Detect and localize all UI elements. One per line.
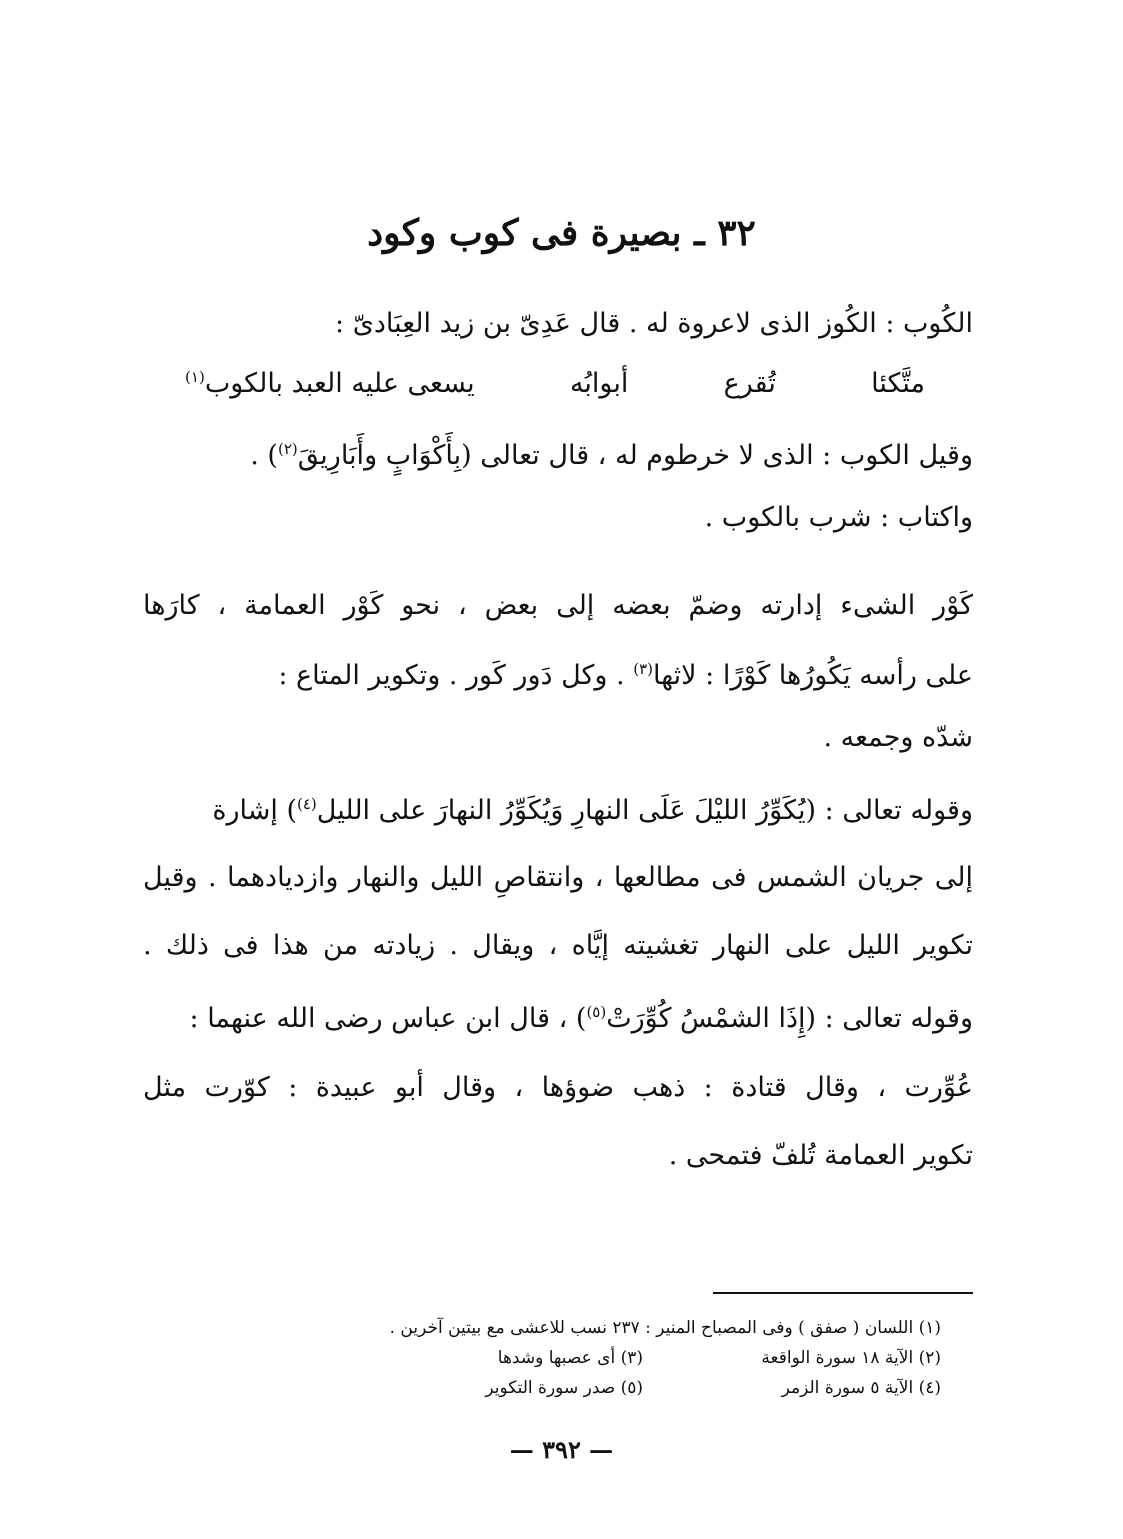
text-line-3: واكتاب : شرب بالكوب . (704, 502, 973, 533)
text-line-1: الكُوب : الكُوز الذى لاعروة له . قال عَدِىّ بن زيد العِبَادىّ : (335, 308, 973, 339)
text-line-4: كَوْر الشىء إدارته وضمّ بعضه إلى بعض ، نحو كَوْر العمامة ، كارَها (143, 590, 973, 621)
verse-word-3: أبوابُه (569, 368, 629, 399)
footnote-4: (٤) الآية ٥ سورة الزمر (781, 1378, 941, 1398)
footnote-2: (٢) الآية ١٨ سورة الواقعة (761, 1348, 941, 1368)
text-line-11: عُوِّرت ، وقال قتادة : ذهب ضوؤها ، وقال أبو عبيدة : كوّرت مثل (143, 1072, 973, 1103)
text-line-9: تكوير الليل على النهار تغشيته إيَّاه ، ويقال . زيادته من هذا فى ذلك . (143, 930, 973, 961)
text-line-10: وقوله تعالى : (إِذَا الشمْسُ كُوِّرَتْ$^{(٥)}$) ، قال ابن عباس رضى الله عنهما : (189, 1003, 973, 1034)
footnote-3: (٣) أى عصبها وشدها (497, 1348, 643, 1368)
footnote-mark-1: (١) (185, 368, 205, 386)
footnote-separator (713, 1292, 973, 1294)
footnote-mark-3: (٣) (633, 660, 653, 678)
section-heading: ٣٢ ـ بصيرة فى كوب وكود (367, 212, 756, 254)
footnote-5: (٥) صدر سورة التكوير (485, 1378, 643, 1398)
footnote-mark-5: (٥) (586, 1003, 607, 1021)
page-number: — ٣٩٢ — (509, 1435, 614, 1464)
text-line-2: وقيل الكوب : الذى لا خرطوم له ، قال تعالى (بِأَكْوَابٍ وأَبَارِيقَ$^{(٢)}$) . (250, 440, 973, 471)
text-line-5: على رأسه يَكُورُها كَوْرًا : لاثها$^{(٣)}$ . وكل دَور كَور . وتكوير المتاع : (278, 660, 973, 691)
text-line-8: إلى جريان الشمس فى مطالعها ، وانتقاصِ الليل والنهار وازديادهما . وقيل (143, 862, 973, 893)
footnote-mark-4: (٤) (297, 795, 317, 813)
verse-word-1: متَّكئا (871, 368, 925, 399)
text-line-12: تكوير العمامة تُلفّ فتمحى . (668, 1140, 973, 1171)
footnote-1: (١) اللسان ( صفق ) وفى المصباح المنير : ٢٣٧ نسب للاعشى مع بيتين آخرين . (389, 1318, 941, 1338)
footnote-mark-2: (٢) (277, 440, 298, 458)
text-line-6: شدّه وجمعه . (823, 722, 973, 753)
verse-word-4: يسعى عليه العبد بالكوب$^{(١)}$ (185, 368, 475, 399)
poem-verse (185, 368, 925, 399)
text-line-7: وقوله تعالى : (يُكَوِّرُ الليْلَ عَلَى النهارِ وَيُكَوِّرُ النهارَ على الليل$^{(٤)}$) إشارة (212, 795, 973, 826)
verse-word-2: تُقرع (723, 368, 776, 399)
